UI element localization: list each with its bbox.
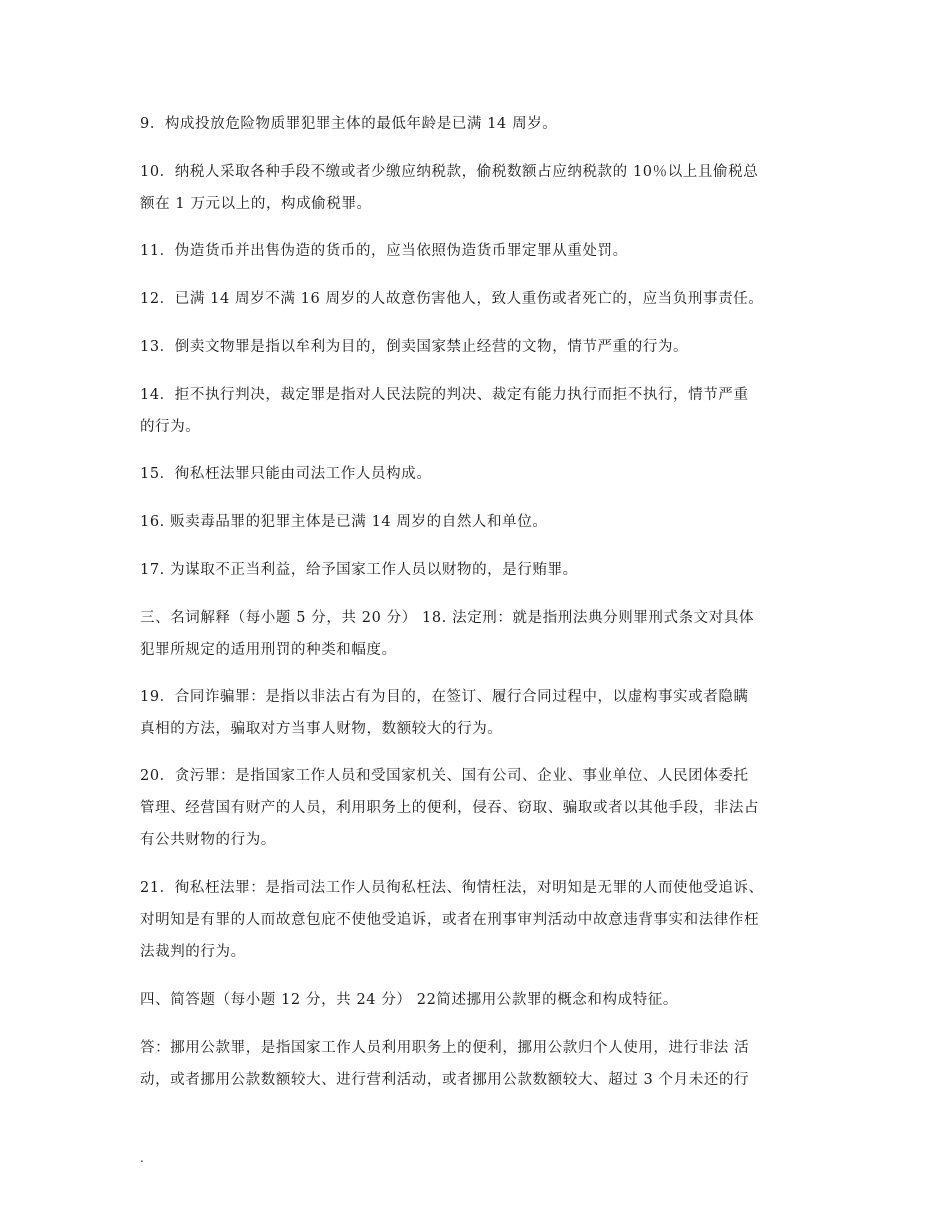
text-line: 19．合同诈骗罪：是指以非法占有为目的，在签订、履行合同过程中，以虚构事实或者隐瞒 [140,689,749,705]
text-line: 三、名词解释（每小题 5 分，共 20 分） 18. 法定刑：就是指刑法典分则罪刑式条文对具体 [140,610,755,626]
footer-mark: . [140,1151,144,1165]
text-line: 20．贪污罪：是指国家工作人员和受国家机关、国有公司、企业、事业单位、人民团体委托 [140,768,749,784]
text-line: 有公共财物的行为。 [140,832,276,848]
item-21 [140,872,830,968]
text-line: 11．伪造货币并出售伪造的货币的，应当依照伪造货币罪定罪从重处罚。 [140,243,628,259]
section-3-heading-item-18 [140,602,830,666]
text-line: 17. 为谋取不正当利益，给予国家工作人员以财物的，是行贿罪。 [140,562,578,578]
item-20 [140,760,830,856]
text-line: 对明知是有罪的人而故意包庇不使他受追诉，或者在刑事审判活动中故意违背事实和法律作枉 [140,912,760,928]
text-line: 额在 1 万元以上的，构成偷税罪。 [140,196,372,212]
item-11 [140,235,830,267]
item-10 [140,156,830,220]
text-line: 10．纳税人采取各种手段不缴或者少缴应纳税款，偷税数额占应纳税款的 10％以上且偷税总 [140,164,759,180]
text-line: 15．徇私枉法罪只能由司法工作人员构成。 [140,466,432,482]
text-line: 的行为。 [140,419,201,435]
item-17 [140,554,830,586]
text-line: 13．倒卖文物罪是指以牟利为目的，倒卖国家禁止经营的文物，情节严重的行为。 [140,339,689,355]
answer-22 [140,1032,830,1096]
item-16 [140,506,830,538]
section-4-heading-item-22 [140,984,830,1016]
text-line: 答：挪用公款罪，是指国家工作人员利用职务上的便利，挪用公款归个人使用，进行非法 活 [140,1040,750,1056]
text-line: 动，或者挪用公款数额较大、进行营利活动，或者挪用公款数额较大、超过 3 个月未还的行 [140,1072,750,1088]
text-line: 16. 贩卖毒品罪的犯罪主体是已满 14 周岁的自然人和单位。 [140,514,548,530]
item-9 [140,108,830,140]
item-19 [140,681,830,745]
text-line: 法裁判的行为。 [140,944,246,960]
item-12 [140,283,830,315]
text-line: 12．已满 14 周岁不满 16 周岁的人故意伤害他人，致人重伤或者死亡的，应当负刑事责任。 [140,291,764,307]
item-14 [140,379,830,443]
text-line: 14．拒不执行判决，裁定罪是指对人民法院的判决、裁定有能力执行而拒不执行，情节严重 [140,387,749,403]
item-15 [140,458,830,490]
text-line: 犯罪所规定的适用刑罚的种类和幅度。 [140,642,397,658]
text-line: 真相的方法，骗取对方当事人财物，数额较大的行为。 [140,721,503,737]
item-13 [140,331,830,363]
text-line: 管理、经营国有财产的人员，利用职务上的便利，侵吞、窃取、骗取或者以其他手段，非法占 [140,800,760,816]
text-line: 9．构成投放危险物质罪犯罪主体的最低年龄是已满 14 周岁。 [140,116,558,132]
text-line: 21．徇私枉法罪：是指司法工作人员徇私枉法、徇情枉法，对明知是无罪的人而使他受追诉、 [140,880,764,896]
text-line: 四、简答题（每小题 12 分，共 24 分） 22简述挪用公款罪的概念和构成特征。 [140,992,678,1008]
